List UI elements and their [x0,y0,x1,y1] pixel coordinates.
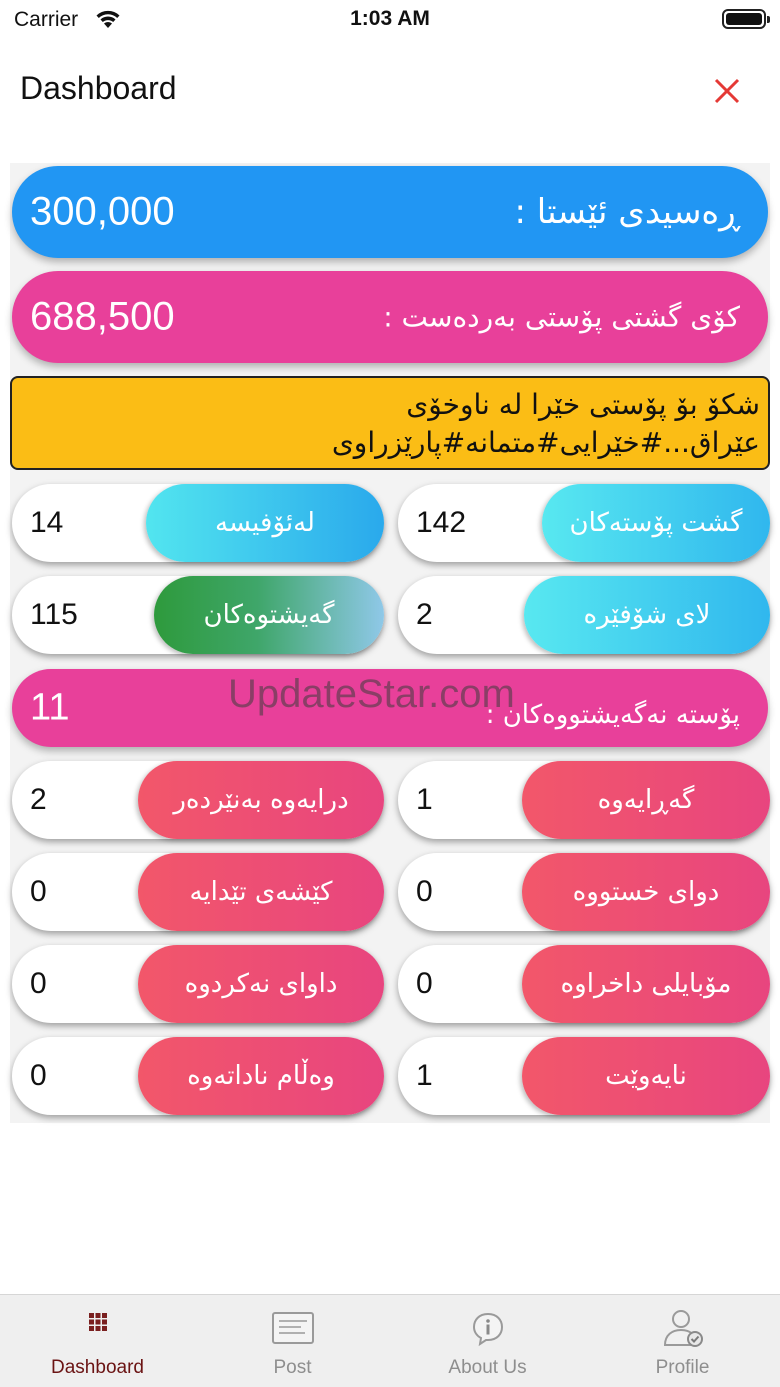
stat-label: گەیشتوەکان [154,576,384,654]
issue-card-not-ordered[interactable] [12,945,384,1023]
issue-value: 1 [416,1059,433,1092]
total-available-value: 688,500 [30,294,175,339]
issue-label: مۆبایلی داخراوە [522,945,770,1023]
issue-label: دوای خستووە [522,853,770,931]
carrier-label: Carrier [14,8,79,31]
undelivered-value: 11 [30,686,70,729]
undelivered-card[interactable] [12,669,768,747]
issue-card-no-answer[interactable] [12,1037,384,1115]
stat-value: 14 [30,506,64,539]
status-bar [0,0,780,40]
close-icon [708,72,746,110]
issue-value: 0 [416,967,433,1000]
issue-card-phone-off[interactable] [398,945,770,1023]
issue-card-returned[interactable] [398,761,770,839]
issue-card-refused[interactable] [398,1037,770,1115]
tab-profile[interactable] [585,1295,780,1387]
current-balance-label: ڕەسیدی ئێستا : [514,192,740,232]
issue-label: درایەوە بەنێردەر [138,761,384,839]
issue-label: نایەوێت [522,1037,770,1115]
issue-card-postponed[interactable] [398,853,770,931]
issue-value: 0 [30,875,47,908]
issue-value: 2 [30,783,47,816]
watermark: UpdateStar.com [228,672,515,716]
stat-label: لای شۆفێرە [524,576,770,654]
tab-label: About Us [448,1357,527,1378]
issue-card-returned-to-sender[interactable] [12,761,384,839]
issue-label: وەڵام ناداتەوە [138,1037,384,1115]
notice-line-2: عێراق...#خێرایی#متمانە#پارێزراوی [331,426,760,459]
tab-label: Post [273,1357,312,1378]
tab-label: Profile [655,1357,710,1378]
battery-icon [722,9,766,29]
tab-bar [0,1294,780,1387]
stat-value: 142 [416,506,467,539]
stat-card-delivered[interactable] [12,576,384,654]
status-time: 1:03 AM [350,7,430,30]
issue-card-has-problem[interactable] [12,853,384,931]
stat-card-all-posts[interactable] [398,484,770,562]
info-icon [471,1311,505,1351]
profile-icon [659,1307,707,1353]
notice-banner [10,376,770,470]
stat-label: لەئۆفیسە [146,484,384,562]
stat-card-in-office[interactable] [12,484,384,562]
issue-label: داوای نەکردوە [138,945,384,1023]
issue-value: 0 [30,1059,47,1092]
undelivered-label: پۆستە نەگەیشتووەکان : [485,700,740,730]
current-balance-card [12,166,768,258]
notice-line-1: شکۆ بۆ پۆستی خێرا لە ناوخۆی [406,388,760,421]
current-balance-value: 300,000 [30,189,175,234]
issue-label: گەڕایەوە [522,761,770,839]
close-button[interactable] [708,72,746,110]
issue-label: کێشەی تێدایە [138,853,384,931]
page-title: Dashboard [20,70,177,106]
tab-dashboard[interactable] [0,1295,195,1387]
total-available-label: کۆی گشتی پۆستی بەردەست : [383,300,740,334]
post-icon [271,1309,315,1351]
issue-value: 0 [30,967,47,1000]
tab-label: Dashboard [51,1357,144,1378]
stat-value: 2 [416,598,433,631]
stat-label: گشت پۆستەکان [542,484,770,562]
total-available-card [12,271,768,363]
tab-about-us[interactable] [390,1295,585,1387]
issue-value: 0 [416,875,433,908]
issue-value: 1 [416,783,433,816]
tab-post[interactable] [195,1295,390,1387]
stat-card-with-driver[interactable] [398,576,770,654]
stat-value: 115 [30,598,78,631]
grid-icon [87,1311,109,1337]
